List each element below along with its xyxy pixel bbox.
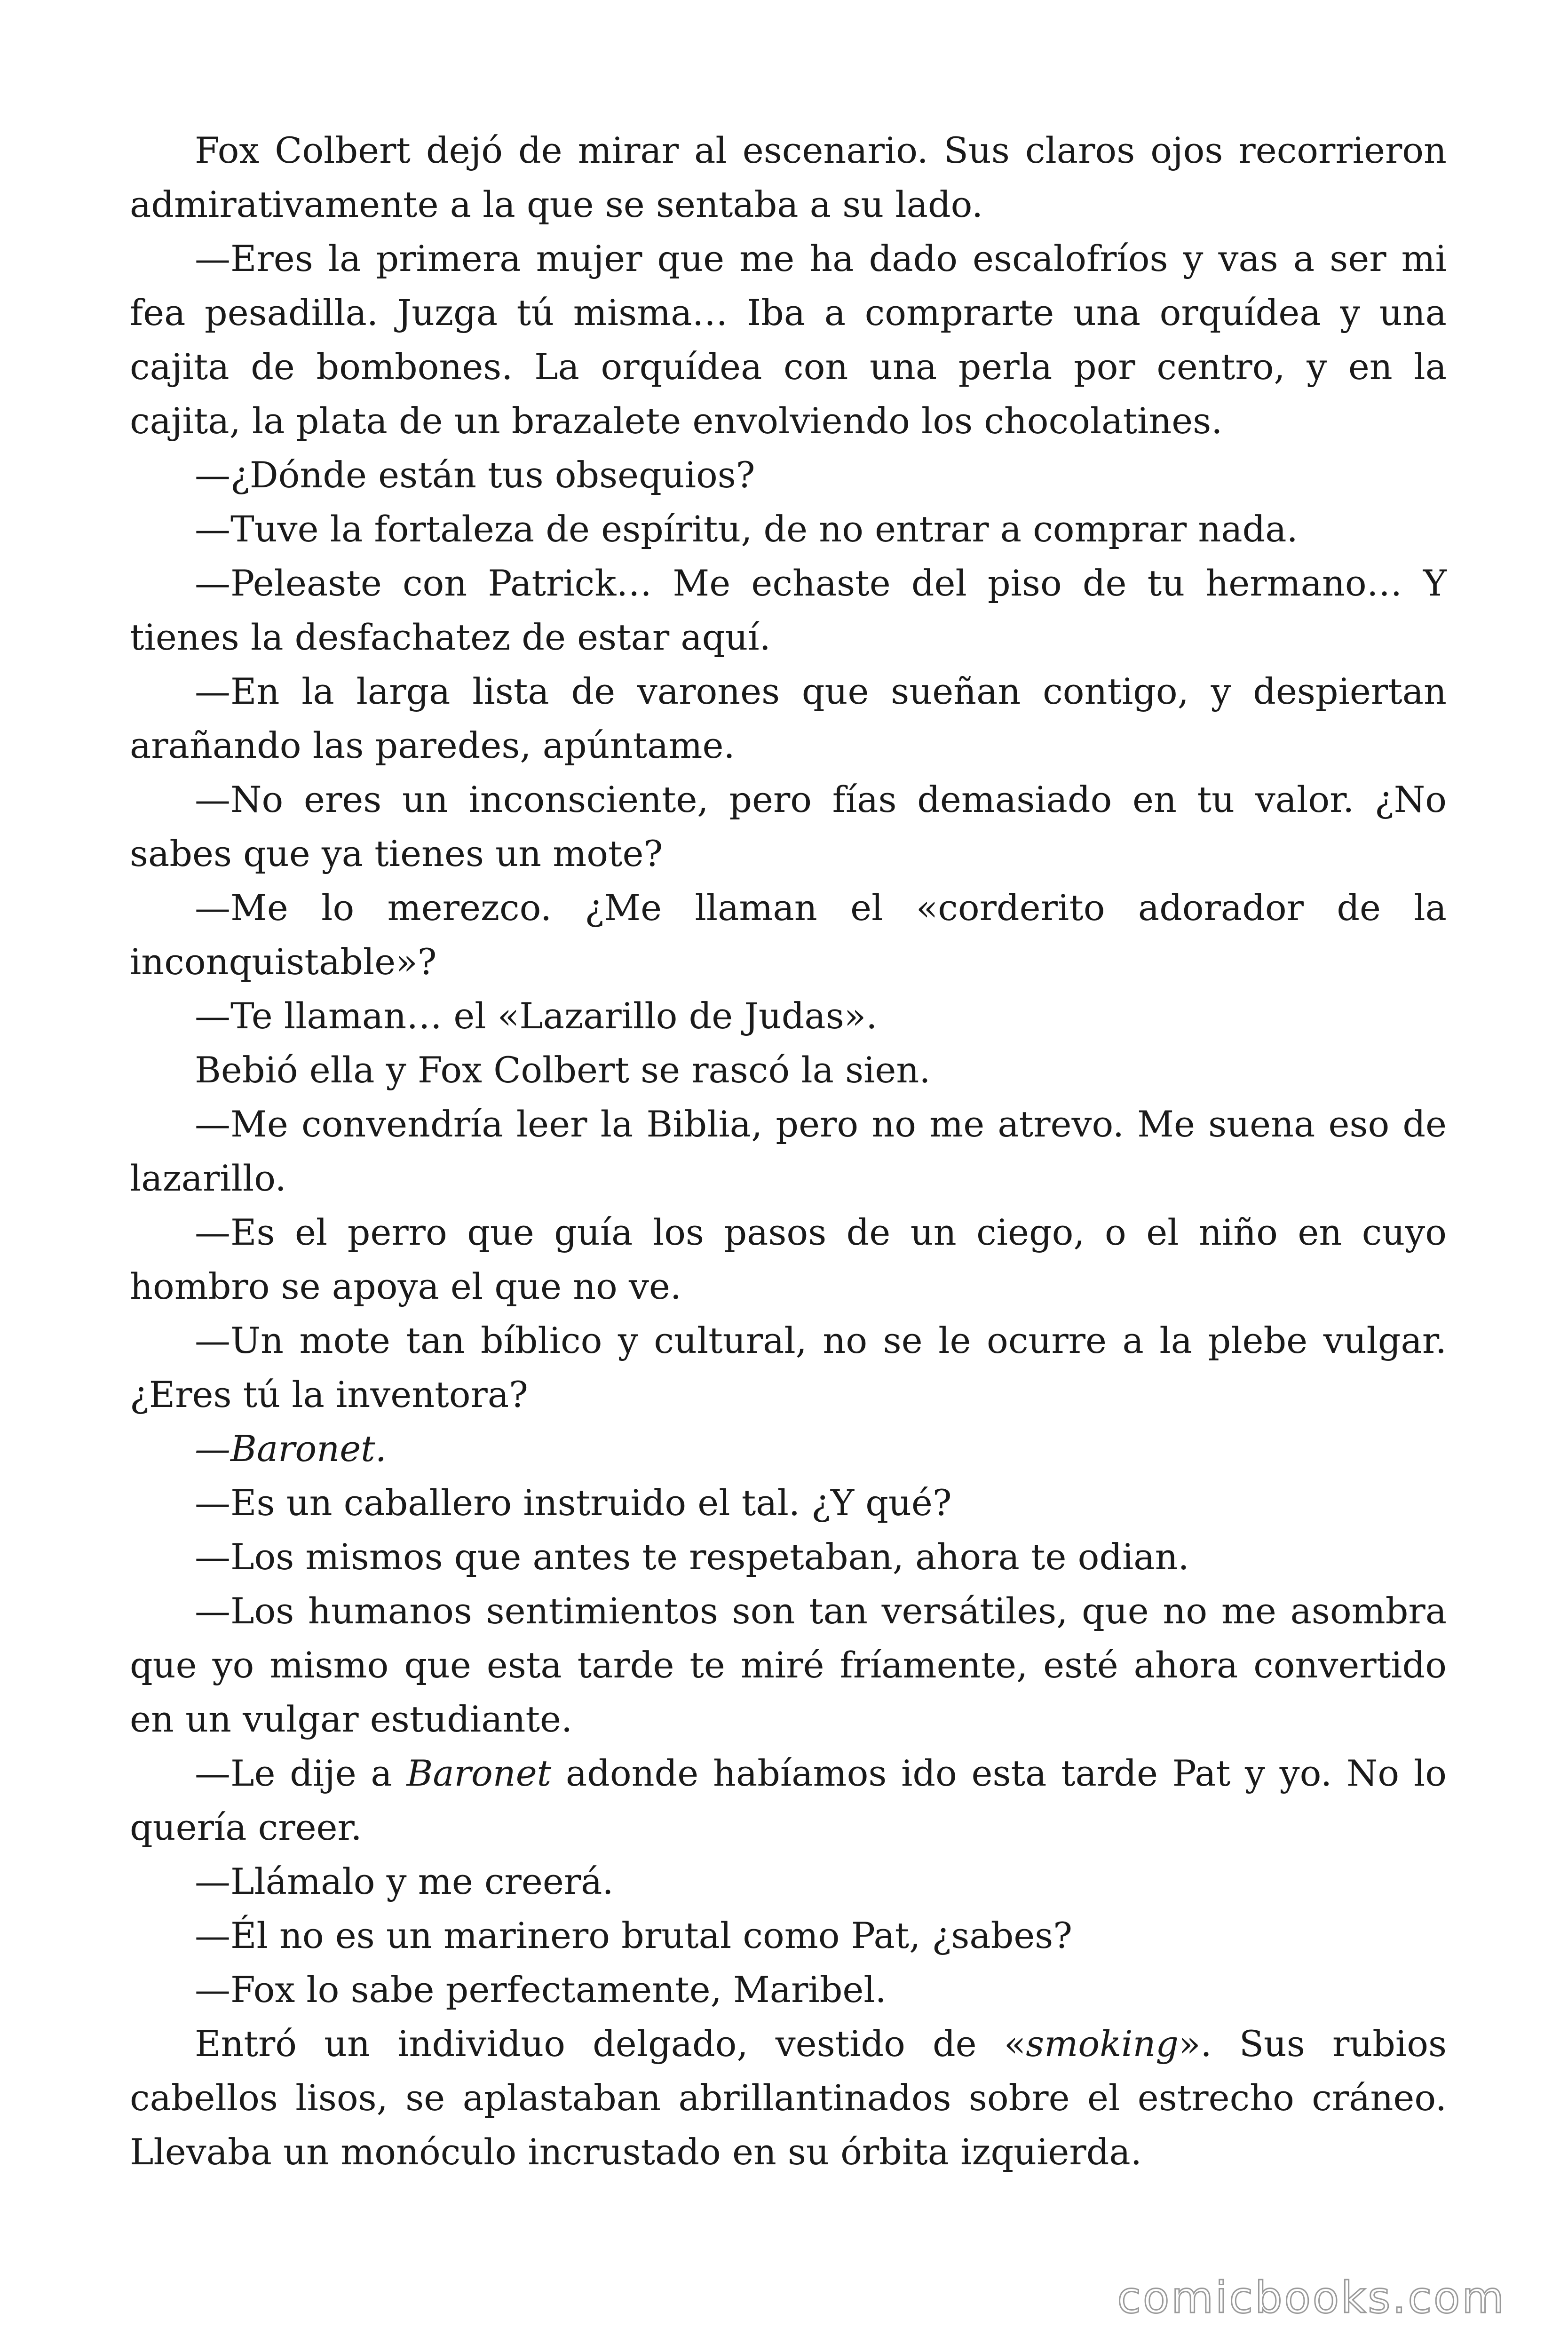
paragraph — [130, 1313, 1447, 1422]
text-segment: Entró un individuo delgado, vestido de « — [195, 2023, 1026, 2065]
text-segment: —Me convendría leer la Biblia, pero no me atrevo. Me suena eso de lazarillo. — [130, 1103, 1447, 1199]
italic-segment: Baronet — [406, 1752, 552, 1794]
paragraph — [130, 1854, 1447, 1908]
text-segment: —Eres la primera mujer que me ha dado escalofríos y vas a ser mi fea pesadilla. Juzga tú misma… Iba a comprarte una orquídea y una cajita de bombones. La orquídea con una perla por centro, y en la cajita, la plata de un brazalete envolviendo los chocolatines. — [130, 238, 1447, 442]
paragraph — [130, 1205, 1447, 1313]
text-segment: ». Sus rubios cabellos lisos, se aplastaban abrillantinados sobre el estrecho cráneo. Llevaba un monóculo incrustado en su órbita izquierda. — [130, 2023, 1447, 2173]
text-segment: —Los mismos que antes te respetaban, ahora te odian. — [195, 1536, 1189, 1578]
text-segment: —Te llaman… el «Lazarillo de Judas». — [195, 995, 878, 1037]
watermark: comicbooks.com — [1117, 2273, 1506, 2323]
paragraph — [130, 556, 1447, 664]
text-segment: —Él no es un marinero brutal como Pat, ¿sabes? — [195, 1915, 1073, 1956]
text-segment: —Fox lo sabe perfectamente, Maribel. — [195, 1969, 887, 2010]
paragraph — [130, 1963, 1447, 2017]
text-segment: —Los humanos sentimientos son tan versátiles, que no me asombra que yo mismo que esta tarde te miré fríamente, esté ahora convertido en un vulgar estudiante. — [130, 1590, 1447, 1740]
italic-segment: —Baronet. — [195, 1428, 387, 1470]
paragraph — [130, 1097, 1447, 1205]
text-segment: —Llámalo y me creerá. — [195, 1860, 614, 1902]
paragraph — [130, 502, 1447, 556]
text-segment: —Es un caballero instruido el tal. ¿Y qué? — [195, 1482, 952, 1524]
text-segment: —Me lo merezco. ¿Me llaman el «corderito adorador de la inconquistable»? — [130, 887, 1447, 983]
paragraph — [130, 664, 1447, 772]
text-segment: —¿Dónde están tus obsequios? — [195, 454, 755, 496]
body-text — [130, 123, 1447, 2179]
paragraph — [130, 989, 1447, 1043]
text-segment: —Un mote tan bíblico y cultural, no se le ocurre a la plebe vulgar. ¿Eres tú la inventora? — [130, 1319, 1447, 1415]
paragraph — [130, 1043, 1447, 1097]
text-segment: —Tuve la fortaleza de espíritu, de no entrar a comprar nada. — [195, 508, 1298, 550]
text-segment: —Peleaste con Patrick… Me echaste del piso de tu hermano… Y tienes la desfachatez de estar aquí. — [130, 562, 1447, 658]
paragraph — [130, 448, 1447, 502]
text-segment: —Es el perro que guía los pasos de un ciego, o el niño en cuyo hombro se apoya el que no ve. — [130, 1211, 1447, 1307]
paragraph — [130, 1530, 1447, 1584]
paragraph — [130, 772, 1447, 881]
paragraph — [130, 1584, 1447, 1746]
italic-segment: smoking — [1026, 2023, 1179, 2065]
paragraph — [130, 123, 1447, 231]
text-segment: Fox Colbert dejó de mirar al escenario. Sus claros ojos recorrieron admirativamente a la que se sentaba a su lado. — [130, 129, 1447, 225]
text-segment: —Le dije a — [195, 1752, 407, 1794]
paragraph — [130, 2017, 1447, 2179]
paragraph — [130, 881, 1447, 989]
paragraph — [130, 231, 1447, 448]
text-segment: adonde habíamos ido esta tarde Pat y yo. No lo quería creer. — [130, 1752, 1447, 1848]
text-segment: —No eres un inconsciente, pero fías demasiado en tu valor. ¿No sabes que ya tienes un mote? — [130, 779, 1447, 874]
text-segment: —En la larga lista de varones que sueñan contigo, y despiertan arañando las paredes, apúntame. — [130, 670, 1447, 766]
paragraph — [130, 1908, 1447, 1963]
text-segment: Bebió ella y Fox Colbert se rascó la sien. — [195, 1049, 931, 1091]
paragraph — [130, 1476, 1447, 1530]
paragraph — [130, 1422, 1447, 1476]
paragraph — [130, 1746, 1447, 1854]
